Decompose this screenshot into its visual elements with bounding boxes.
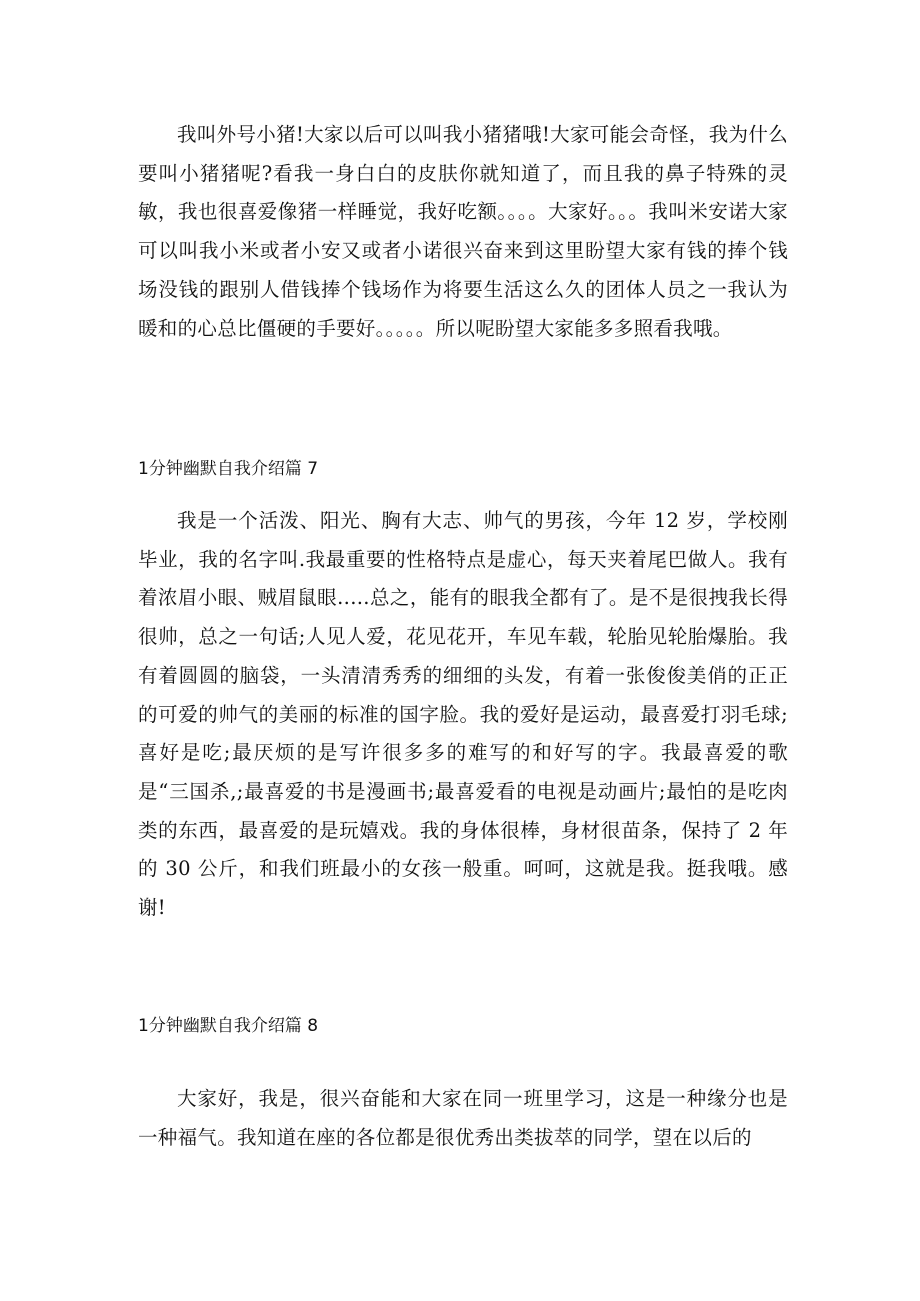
body-paragraph: 我叫外号小猪!大家以后可以叫我小猪猪哦!大家可能会奇怪，我为什么要叫小猪猪呢?看我一身白白的皮肤你就知道了，而且我的鼻子特殊的灵敏，我也很喜爱像猪一样睡觉，我好吃额。。。。大家好。。。我叫米安诺大家可以叫我小米或者小安又或者小诺很兴奋来到这里盼望大家有钱的捧个钱场没钱的跟别人借钱捧个钱场作为将要生活这么久的团体人员之一我认为暖和的心总比僵硬的手要好。。。。。所以呢盼望大家能多多照看我哦。: [138, 123, 788, 340]
body-paragraph: 大家好，我是，很兴奋能和大家在同一班里学习，这是一种缘分也是一种福气。我知道在座的各位都是很优秀出类拔萃的同学，望在以后的: [138, 1087, 788, 1149]
section-heading: 1分钟幽默自我介绍篇 7: [138, 459, 319, 479]
section-heading: 1分钟幽默自我介绍篇 8: [138, 1016, 319, 1036]
body-paragraph: 我是一个活泼、阳光、胸有大志、帅气的男孩，今年 12 岁，学校刚毕业，我的名字叫.我最重要的性格特点是虚心，每天夹着尾巴做人。我有着浓眉小眼、贼眉鼠眼..…总之，能有的眼我全都有了。是不是很拽我长得很帅，总之一句话;人见人爱，花见花开，车见车载，轮胎见轮胎爆胎。我有着圆圆的脑袋，一头清清秀秀的细细的头发，有着一张俊俊美俏的正正的可爱的帅气的美丽的标准的国字脸。我的爱好是运动，最喜爱打羽毛球;喜好是吃;最厌烦的是写许很多多的难写的和好写的字。我最喜爱的歌是“三国杀,;最喜爱的书是漫画书;最喜爱看的电视是动画片;最怕的是吃肉类的东西，最喜爱的是玩嬉戏。我的身体很棒，身材很苗条，保持了 2 年的 30 公斤，和我们班最小的女孩一般重。呵呵，这就是我。挺我哦。感谢!: [138, 509, 788, 920]
